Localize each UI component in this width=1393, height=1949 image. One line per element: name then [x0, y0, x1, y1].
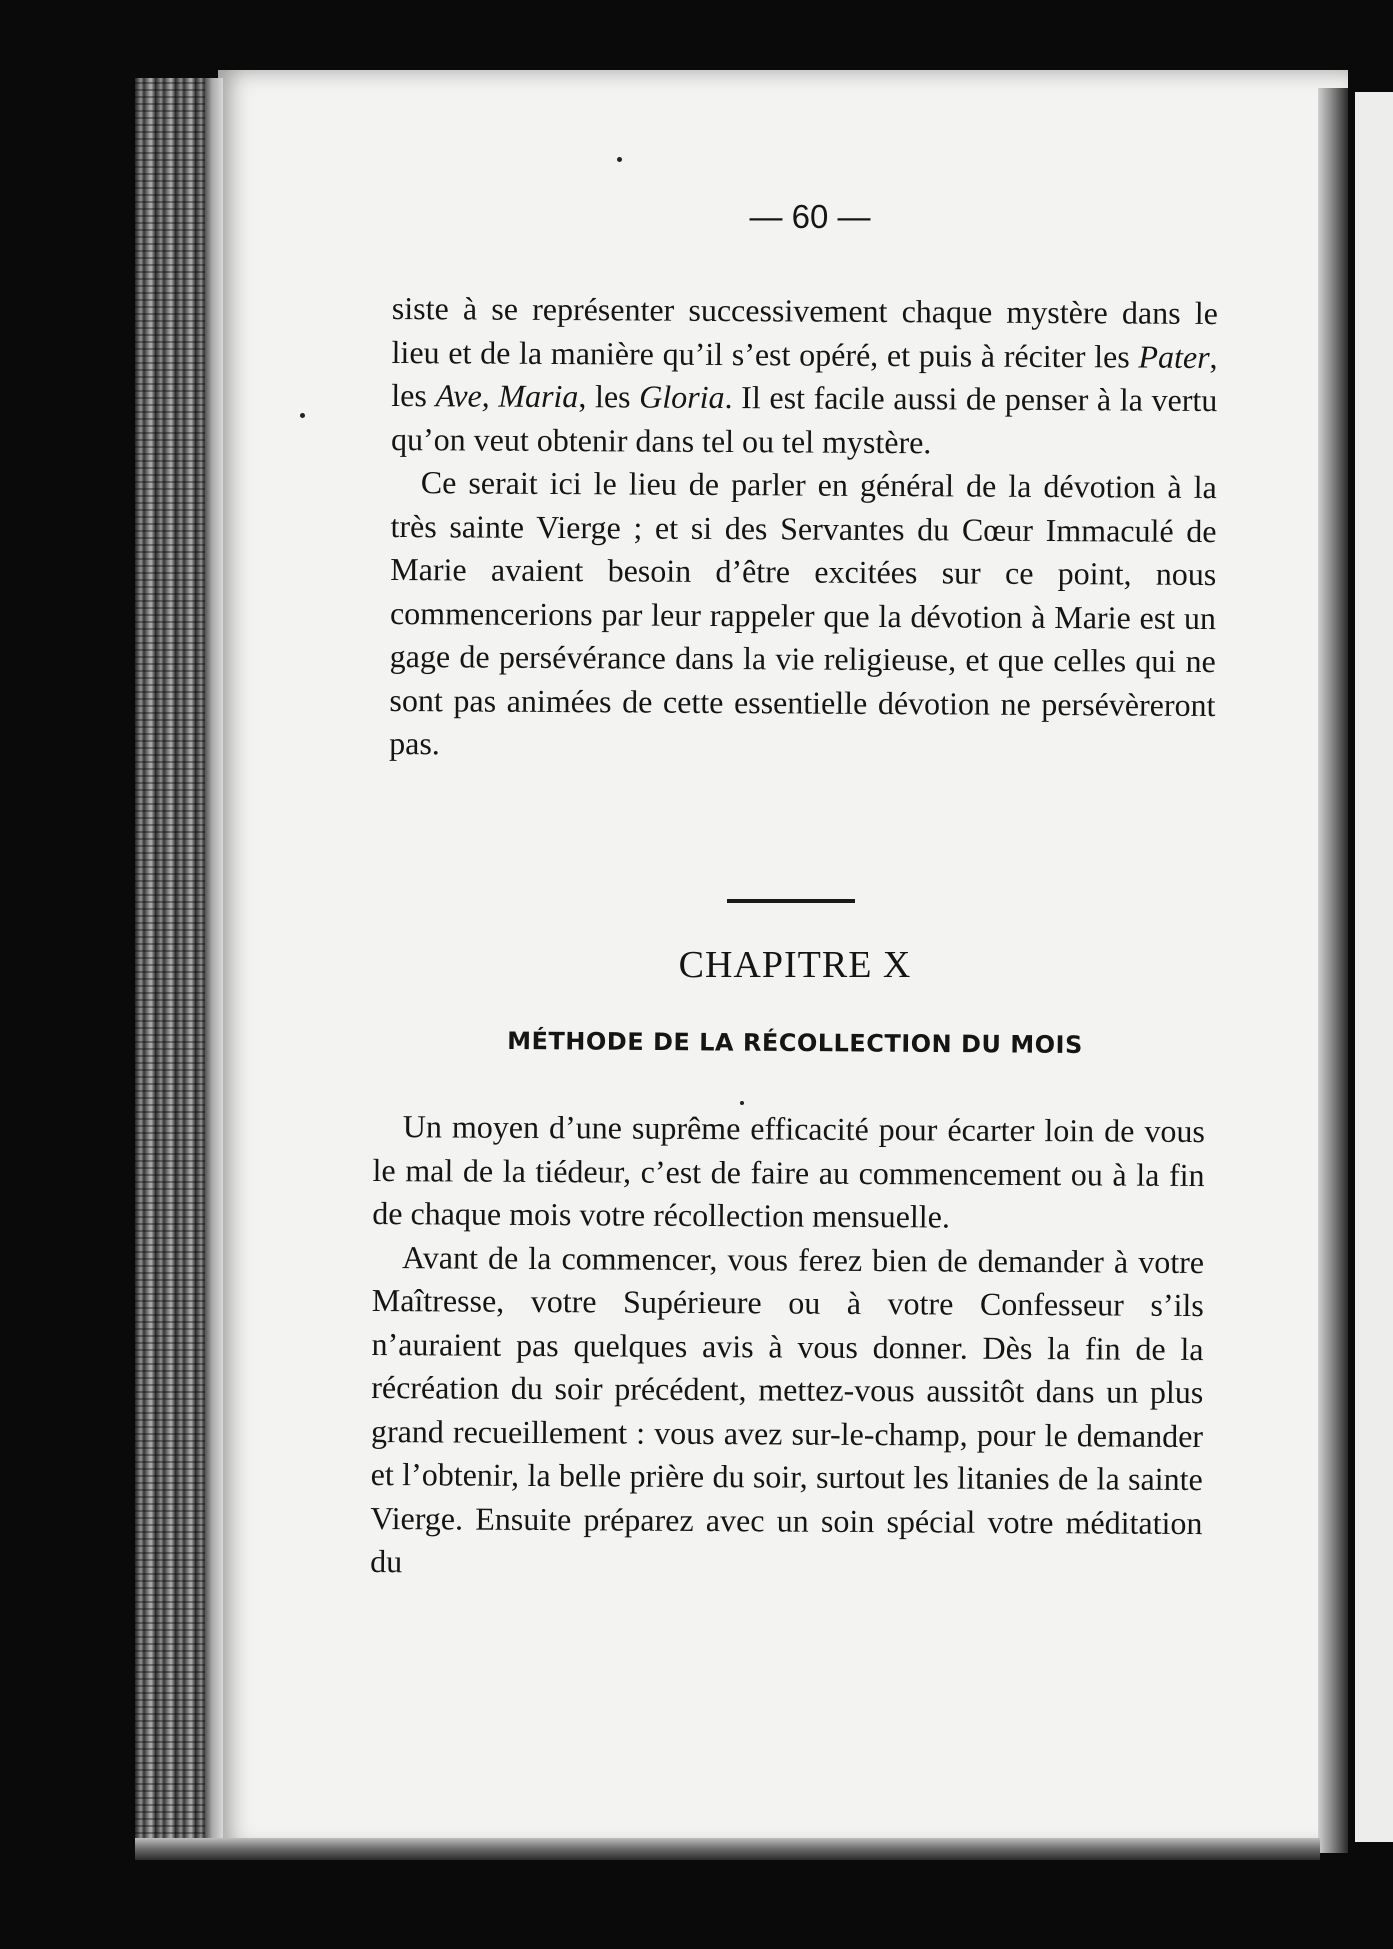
facing-page-edge: [1355, 92, 1393, 1842]
page-right-edge: [1318, 88, 1348, 1853]
spine-edge: [205, 78, 223, 1848]
chapter-title: CHAPITRE X: [678, 944, 912, 986]
paragraph-text: , les: [391, 338, 1218, 414]
paragraph: Avant de la commencer, vous ferez bien de demander à votre Maîtresse, votre Supérieure ou à votre Confesseur s’ils n’auraient pas quelques avis à vous donner. Dès la fin de la récréation du soir précédent, mettez-vous aussitôt dans un plus grand recueillement : vous avez sur-le-champ, pour le demander et l’obtenir, la belle prière du soir, surtout les litanies de la sainte Vierge. Ensuite préparez avec un soin spécial votre méditation du: [370, 1238, 1205, 1580]
paragraph-text: . Il est facile aussi de penser à la vertu qu’on veut obtenir dans tel ou tel mystère.: [390, 379, 1218, 460]
paragraph-text: siste à se représenter successivement chaque mystère dans le lieu et de la manière qu’il s’est opéré, et puis à réciter les: [391, 289, 1218, 375]
scan-speck: [300, 413, 305, 418]
scan-speck: [617, 157, 622, 162]
scan-speck: [740, 1101, 744, 1105]
emphasis-gloria: Gloria: [639, 378, 725, 416]
emphasis-ave-maria: Ave, Maria: [435, 377, 579, 415]
chapter-subtitle: MÉTHODE DE LA RÉCOLLECTION DU MOIS: [507, 1026, 1083, 1060]
paragraph: Ce serait ici le lieu de parler en général de la dévotion à la très sainte Vierge ; et si des Servantes du Cœur Immaculé de Marie avaient besoin d’être excitées sur ce point, nous commencerions par leur rappeler que la dévotion à Marie est un gage de persévérance dans la vie religieuse, et que celles qui ne sont pas animées de cette essentielle dévotion ne persévèreront pas.: [389, 464, 1217, 762]
page-number: — 60 —: [749, 198, 871, 235]
section-divider: [727, 899, 855, 903]
paragraph: Un moyen d’une suprême efficacité pour écarter loin de vous le mal de la tiédeur, c’est de faire au commencement ou à la fin de chaque mois votre récollection mensuelle.: [372, 1108, 1205, 1235]
text-block-top: [389, 287, 1218, 771]
paragraph-continued: [391, 287, 1218, 466]
emphasis-pater: Pater: [1138, 338, 1210, 375]
page-bottom-edge: [135, 1838, 1320, 1860]
paragraph-text: , les: [578, 378, 640, 415]
text-block-bottom: [370, 1105, 1205, 1589]
